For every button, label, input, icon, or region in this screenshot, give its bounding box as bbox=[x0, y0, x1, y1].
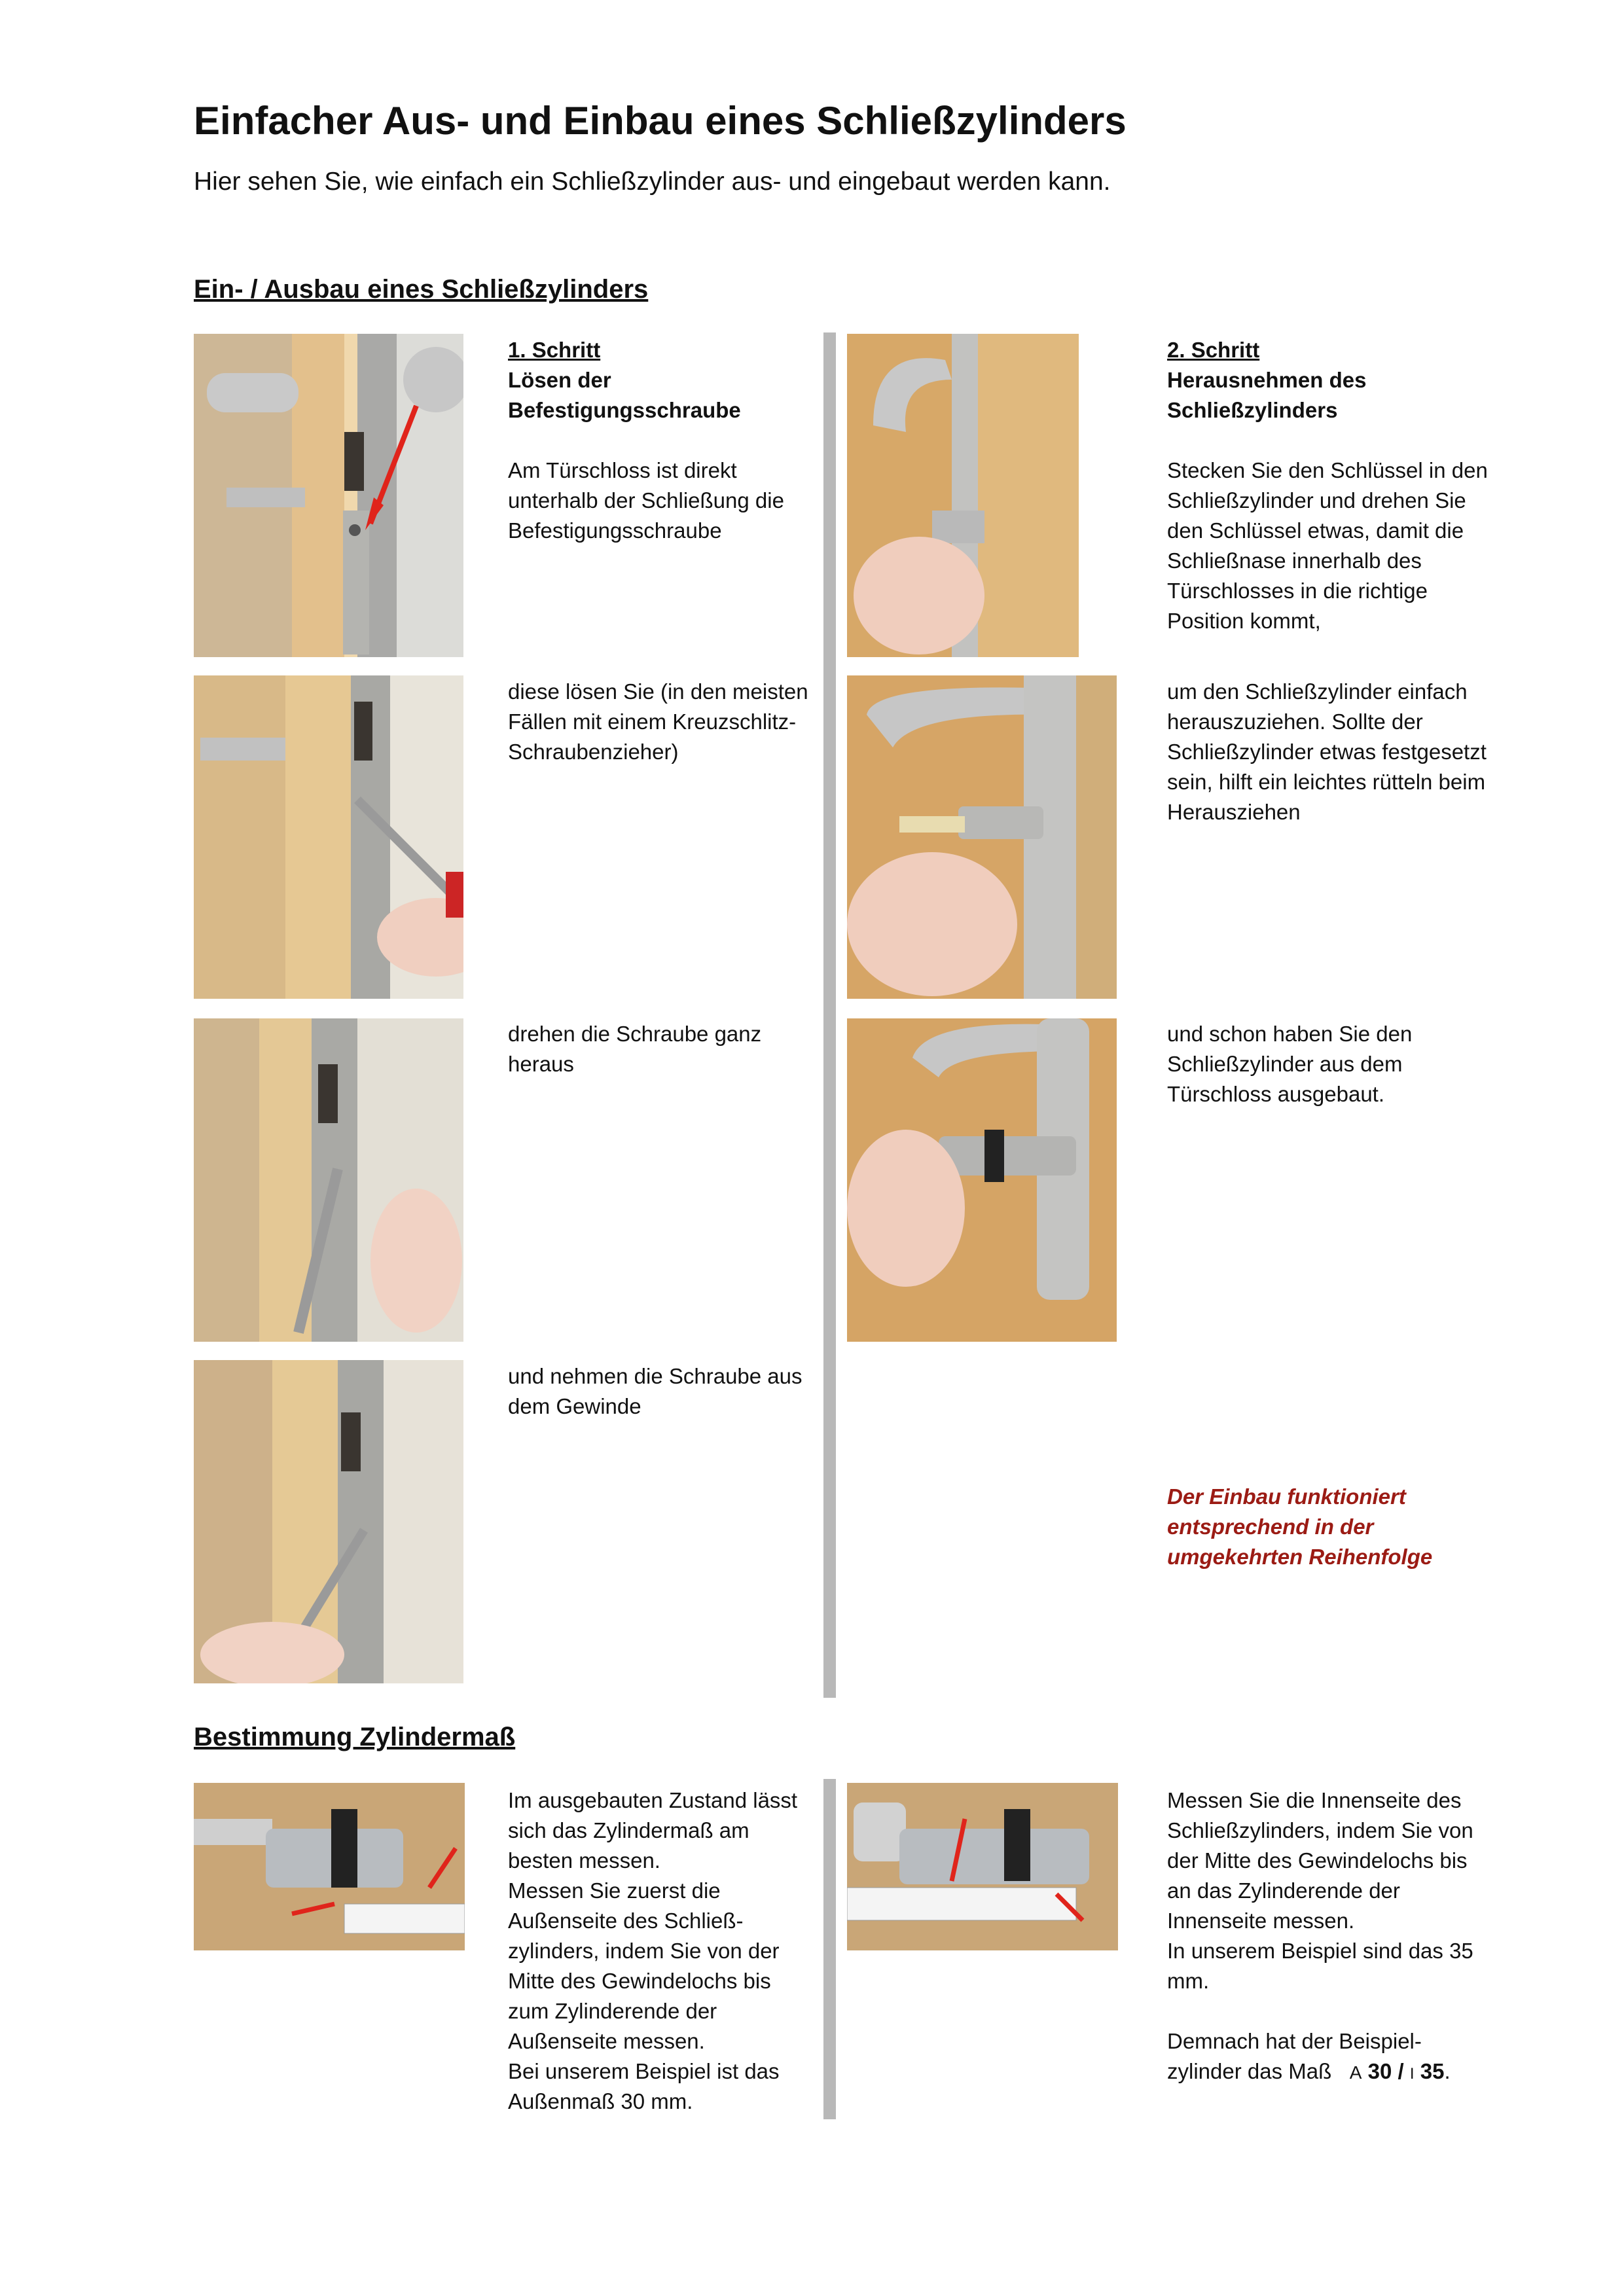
step1-text2: diese lösen Sie (in den meisten Fällen mit einem Kreuzschlitz-Schraubenzieher) bbox=[508, 679, 808, 764]
key-insert-photo bbox=[847, 334, 1079, 657]
measure-right-line2: Schließzylinders, indem Sie von bbox=[1167, 1818, 1473, 1842]
measure-right-line8: Demnach hat der Beispiel- bbox=[1167, 2029, 1422, 2053]
step2-heading-line1: Herausnehmen des bbox=[1167, 368, 1367, 392]
measure-right-line6: In unserem Beispiel sind das 35 bbox=[1167, 1939, 1473, 1963]
column-divider bbox=[823, 1779, 836, 2119]
step2-text2: um den Schließzylinder einfach herauszuziehen. Sollte der Schließzylinder etwas festgesetzt sein, hilft ein leichtes rütteln beim Herausziehen bbox=[1167, 679, 1487, 824]
step2-text1: Stecken Sie den Schlüssel in den Schließzylinder und drehen Sie den Schlüssel etwas, damit die Schließnase innerhalb des Türschlosses in die richtige Position kommt, bbox=[1167, 458, 1488, 633]
measure-left-line6: zylinders, indem Sie von der bbox=[508, 1939, 780, 1963]
measure-left-text bbox=[508, 1785, 822, 2117]
install-note-line1: Der Einbau funktioniert bbox=[1167, 1484, 1406, 1509]
measure-left-line1: Im ausgebauten Zustand lässt bbox=[508, 1788, 798, 1812]
measure-left-line7: Mitte des Gewindelochs bis bbox=[508, 1969, 771, 1993]
measure-left-line4: Messen Sie zuerst die bbox=[508, 1878, 721, 1903]
cylinder-pull-photo bbox=[847, 675, 1117, 999]
step2-block bbox=[1167, 335, 1494, 636]
measure-right-line4: an das Zylinderende der bbox=[1167, 1878, 1400, 1903]
step1-text4: und nehmen die Schraube aus dem Gewinde bbox=[508, 1364, 803, 1418]
measure-left-line10: Bei unserem Beispiel ist das bbox=[508, 2059, 780, 2083]
step2-heading-line2: Schließzylinders bbox=[1167, 398, 1338, 422]
step2-label: 2. Schritt bbox=[1167, 338, 1260, 362]
page-subtitle: Hier sehen Sie, wie einfach ein Schließzylinder aus- und eingebaut werden kann. bbox=[194, 168, 1111, 196]
measure-left-line11: Außenmaß 30 mm. bbox=[508, 2089, 693, 2113]
measure-slash: / bbox=[1398, 2059, 1404, 2083]
step1-heading-line2: Befestigungsschraube bbox=[508, 398, 741, 422]
step2-text3: und schon haben Sie den Schließzylinder aus dem Türschloss ausgebaut. bbox=[1167, 1022, 1413, 1106]
measure-a-value: 30 bbox=[1367, 2059, 1392, 2083]
step1-block bbox=[508, 335, 822, 546]
screwdriver-loosen-photo bbox=[194, 675, 463, 999]
section-heading-install: Ein- / Ausbau eines Schließzylinders bbox=[194, 275, 649, 304]
measure-result-prefix: zylinder das Maß bbox=[1167, 2059, 1332, 2083]
measure-left-line8: zum Zylinderende der bbox=[508, 1999, 717, 2023]
screwdriver-remove-photo bbox=[194, 1018, 463, 1342]
measure-result bbox=[1167, 2056, 1507, 2089]
column-divider bbox=[823, 332, 836, 1698]
measure-end: . bbox=[1444, 2059, 1451, 2083]
measure-left-line3: besten messen. bbox=[508, 1848, 660, 1873]
screw-out-photo bbox=[194, 1360, 463, 1683]
measure-right-line3: der Mitte des Gewindelochs bis bbox=[1167, 1848, 1468, 1873]
step1-label: 1. Schritt bbox=[508, 338, 601, 362]
install-note-line3: umgekehrten Reihenfolge bbox=[1167, 1545, 1433, 1569]
measure-left-line2: sich das Zylindermaß am bbox=[508, 1818, 749, 1842]
door-handle-lock-photo bbox=[194, 334, 463, 657]
install-note bbox=[1167, 1482, 1507, 1572]
measure-right-text bbox=[1167, 1785, 1507, 2089]
measure-left-line9: Außenseite messen. bbox=[508, 2029, 705, 2053]
measure-i-value: 35 bbox=[1420, 2059, 1445, 2083]
measure-right-line5: Innenseite messen. bbox=[1167, 1909, 1355, 1933]
step1-heading-line1: Lösen der bbox=[508, 368, 611, 392]
measure-i-label: I bbox=[1409, 2065, 1415, 2083]
install-note-line2: entsprechend in der bbox=[1167, 1515, 1374, 1539]
measure-left-line5: Außenseite des Schließ- bbox=[508, 1909, 744, 1933]
step1-text1: Am Türschloss ist direkt unterhalb der Schließung die Befestigungsschraube bbox=[508, 458, 784, 543]
measure-right-line1: Messen Sie die Innenseite des bbox=[1167, 1788, 1462, 1812]
cylinder-measure-inside-photo bbox=[847, 1783, 1118, 1950]
cylinder-measure-outside-photo bbox=[194, 1783, 465, 1950]
section-heading-measure: Bestimmung Zylindermaß bbox=[194, 1723, 516, 1751]
step1-text3: drehen die Schraube ganz heraus bbox=[508, 1022, 762, 1076]
page-title: Einfacher Aus- und Einbau eines Schließzylinders bbox=[194, 99, 1127, 143]
measure-right-line7: mm. bbox=[1167, 1969, 1210, 1993]
measure-a-label: A bbox=[1349, 2062, 1362, 2083]
cylinder-removed-photo bbox=[847, 1018, 1117, 1342]
